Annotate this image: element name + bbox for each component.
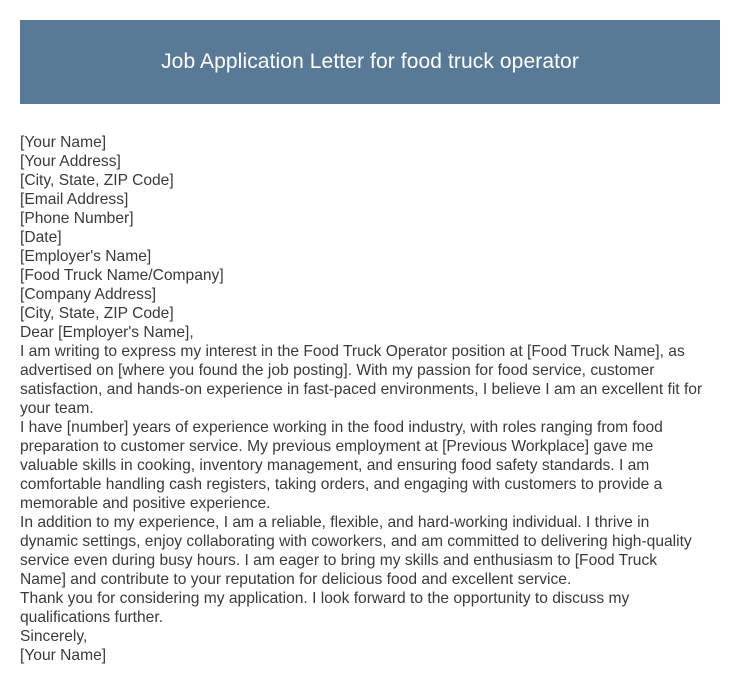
salutation: Dear [Employer's Name], [20,324,194,341]
title-banner [20,20,720,104]
paragraph-line: comfortable handling cash registers, taking orders, and engaging with customers to provide a [20,476,663,493]
letter-date: [Date] [20,229,62,246]
paragraph-intro [20,342,720,418]
paragraph-line: I am writing to express my interest in the Food Truck Operator position at [Food Truck Name], as [20,343,685,360]
paragraph-line: memorable and positive experience. [20,495,271,512]
paragraph-line: I have [number] years of experience working in the food industry, with roles ranging from food [20,419,663,436]
signature: [Your Name] [20,647,107,664]
paragraph-thanks [20,589,720,627]
paragraph-line: Thank you for considering my application. I look forward to the opportunity to discuss my [20,590,630,607]
paragraph-line: dynamic settings, enjoy collaborating with coworkers, and am committed to delivering high-quality [20,533,692,550]
sender-email: [Email Address] [20,191,129,208]
paragraph-qualities [20,513,720,589]
letter-body [20,133,720,665]
sender-name: [Your Name] [20,134,107,151]
sender-city: [City, State, ZIP Code] [20,172,174,189]
company-name: [Food Truck Name/Company] [20,267,224,284]
paragraph-line: satisfaction, and hands-on experience in fast-paced environments, I believe I am an excellent fit for [20,381,703,398]
sender-address: [Your Address] [20,153,121,170]
paragraph-line: service even during busy hours. I am eager to bring my skills and enthusiasm to [Food Truck [20,552,658,569]
paragraph-line: your team. [20,400,94,417]
paragraph-line: Name] and contribute to your reputation for delicious food and excellent service. [20,571,572,588]
closing: Sincerely, [20,628,88,645]
sender-phone: [Phone Number] [20,210,134,227]
paragraph-line: valuable skills in cooking, inventory management, and ensuring food safety standards. I am [20,457,650,474]
paragraph-line: preparation to customer service. My previous employment at [Previous Workplace] gave me [20,438,654,455]
employer-name: [Employer's Name] [20,248,152,265]
paragraph-line: In addition to my experience, I am a reliable, flexible, and hard-working individual. I thrive in [20,514,650,531]
company-address: [Company Address] [20,286,157,303]
page-title: Job Application Letter for food truck operator [161,50,579,73]
paragraph-line: qualifications further. [20,609,164,626]
paragraph-experience [20,418,720,513]
company-city: [City, State, ZIP Code] [20,305,174,322]
paragraph-line: advertised on [where you found the job posting]. With my passion for food service, customer [20,362,655,379]
